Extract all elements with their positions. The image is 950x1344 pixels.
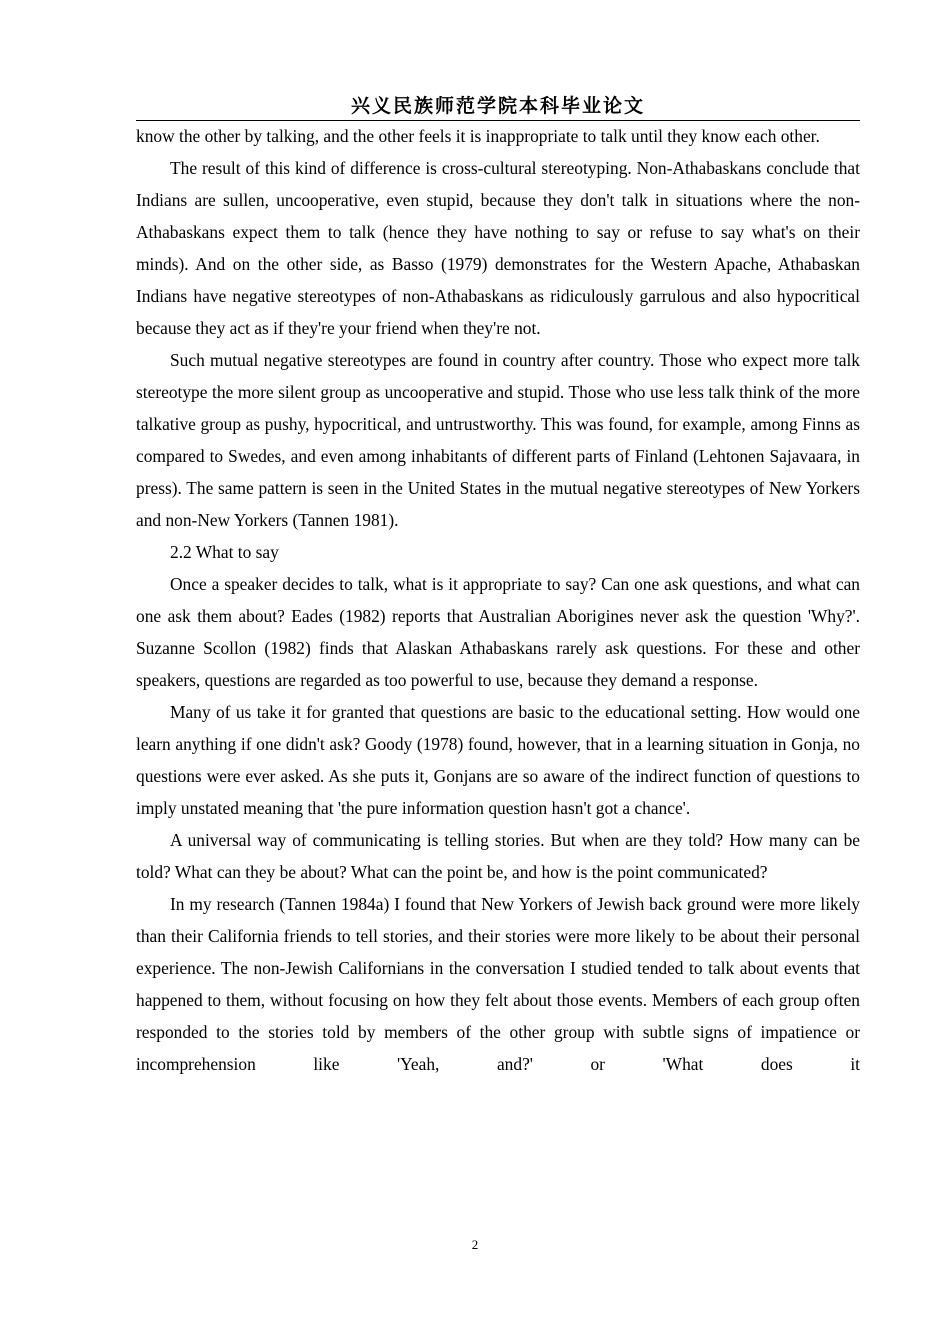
paragraph-continuation: know the other by talking, and the other feels it is inappropriate to talk until they know each other. [136, 126, 820, 146]
body-text [136, 120, 860, 1080]
page-number: 2 [471, 1237, 479, 1252]
section-heading-what-to-say: 2.2 What to say [170, 542, 279, 562]
paragraph-stereotyping: The result of this kind of difference is cross-cultural stereotyping. Non-Athabaskans conclude that Indians are sullen, uncooperative, even stupid, because they don't talk in situations where the non-Athabaskans expect them to talk (hence they have nothing to say or refuse to say what's on their minds). And on the other side, as Basso (1979) demonstrates for the Western Apache, Athabaskan Indians have negative stereotypes of non-Athabaskans as ridiculously garrulous and also hypocritical because they act as if they're your friend when they're not. [136, 158, 860, 338]
paragraph-telling-stories: A universal way of communicating is telling stories. But when are they told? How many can be told? What can they be about? What can the point be, and how is the point communicated? [136, 830, 860, 882]
paragraph-mutual-stereotypes: Such mutual negative stereotypes are found in country after country. Those who expect more talk stereotype the more silent group as uncooperative and stupid. Those who use less talk think of the more talkative group as pushy, hypocritical, and untrustworthy. This was found, for example, among Finns as compared to Swedes, and even among inhabitants of different parts of Finland (Lehtonen Sajavaara, in press). The same pattern is seen in the United States in the mutual negative stereotypes of New Yorkers and non-New Yorkers (Tannen 1981). [136, 350, 860, 530]
paragraph-educational-setting: Many of us take it for granted that questions are basic to the educational setting. How would one learn anything if one didn't ask? Goody (1978) found, however, that in a learning situation in Gonja, no questions were ever asked. As she puts it, Gonjans are so aware of the indirect function of questions to imply unstated meaning that 'the pure information question hasn't got a chance'. [136, 702, 860, 818]
running-header: 兴义民族师范学院本科毕业论文 [350, 95, 645, 117]
paragraph-research: In my research (Tannen 1984a) I found that New Yorkers of Jewish back ground were more likely than their California friends to tell stories, and their stories were more likely to be about their personal experience. The non-Jewish Californians in the conversation I studied tended to talk about events that happened to them, without focusing on how they felt about those events. Members of each group often responded to the stories told by members of the other group with subtle signs of impatience or incomprehension like 'Yeah, and?' or 'What does it [136, 894, 860, 1074]
paragraph-questions: Once a speaker decides to talk, what is it appropriate to say? Can one ask questions, and what can one ask them about? Eades (1982) reports that Australian Aborigines never ask the question 'Why?'. Suzanne Scollon (1982) finds that Alaskan Athabaskans rarely ask questions. For these and other speakers, questions are regarded as too powerful to use, because they demand a response. [136, 574, 860, 690]
